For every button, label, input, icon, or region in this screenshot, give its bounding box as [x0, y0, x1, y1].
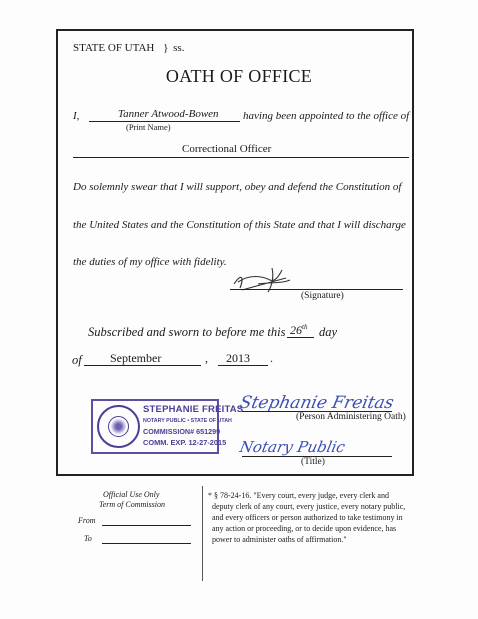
- administrator-caption: (Person Administering Oath): [296, 412, 406, 422]
- oath-taker-signature: [228, 258, 298, 298]
- signature-underline: [230, 289, 403, 290]
- month-underline: [84, 365, 201, 366]
- print-name-value: Tanner Atwood-Bowen: [118, 108, 219, 120]
- seal-center-icon: [108, 416, 129, 437]
- signature-caption: (Signature): [301, 291, 344, 301]
- year-underline: [218, 365, 268, 366]
- day-word: day: [319, 325, 338, 339]
- day-suffix: th: [302, 323, 308, 331]
- state-heading: [73, 42, 184, 54]
- month-value: September: [110, 351, 162, 365]
- footer-divider: [202, 486, 203, 581]
- ss-label: ss.: [173, 42, 185, 54]
- administrator-signature: Stephanie Freitas: [237, 393, 396, 413]
- statute-line-2: deputy clerk of any court, every justice, every notary public,: [212, 502, 406, 511]
- stamp-name: STEPHANIE FREITAS: [143, 404, 244, 415]
- office-underline: [73, 157, 409, 158]
- of-word: of: [72, 353, 82, 367]
- oath-line-2: the United States and the Constitution of this State and that I will discharge: [73, 219, 406, 231]
- statute-line-3: and every officers or person authorized to take testimony in: [212, 513, 403, 522]
- to-label: To: [84, 534, 92, 543]
- date-period: .: [270, 351, 273, 365]
- state-label: STATE OF UTAH: [73, 42, 155, 54]
- stamp-expiration: COMM. EXP. 12-27-2015: [143, 438, 227, 447]
- sworn-text: Subscribed and sworn to before me this: [88, 325, 286, 339]
- office-value: Correctional Officer: [182, 143, 272, 155]
- oath-line-1: Do solemnly swear that I will support, obey and defend the Constitution of: [73, 181, 402, 193]
- document-title: OATH OF OFFICE: [165, 66, 313, 86]
- date-comma: ,: [205, 351, 208, 365]
- administrator-title-handwritten: Notary Public: [238, 438, 347, 456]
- stamp-notary-line: NOTARY PUBLIC • STATE OF UTAH: [143, 418, 232, 424]
- day-value: [290, 323, 307, 338]
- oath-line-3: the duties of my office with fidelity.: [73, 256, 227, 268]
- to-line: [102, 543, 191, 544]
- pronoun-i: I,: [73, 110, 80, 122]
- statute-line-1: * § 78-24-16. "Every court, every judge, every clerk and: [208, 491, 389, 500]
- day-number: 26: [290, 323, 302, 337]
- brace-symbol: }: [163, 42, 169, 54]
- year-value: 2013: [226, 351, 250, 365]
- day-underline: [287, 337, 314, 338]
- title-caption: (Title): [301, 457, 325, 467]
- state-seal-icon: [97, 405, 140, 448]
- appointment-text: having been appointed to the office of: [243, 110, 410, 122]
- stamp-commission: COMMISSION# 651299: [143, 427, 221, 436]
- from-label: From: [78, 516, 96, 525]
- from-line: [102, 525, 191, 526]
- statute-line-4: any action or proceeding, or to decide upon evidence, has: [212, 524, 397, 533]
- print-name-caption: (Print Name): [126, 122, 171, 132]
- statute-line-5: power to administer oaths of affirmation.": [212, 535, 347, 544]
- term-of-commission-label: Term of Commission: [99, 500, 165, 509]
- official-use-label: Official Use Only: [103, 490, 160, 499]
- notary-stamp: [91, 399, 244, 454]
